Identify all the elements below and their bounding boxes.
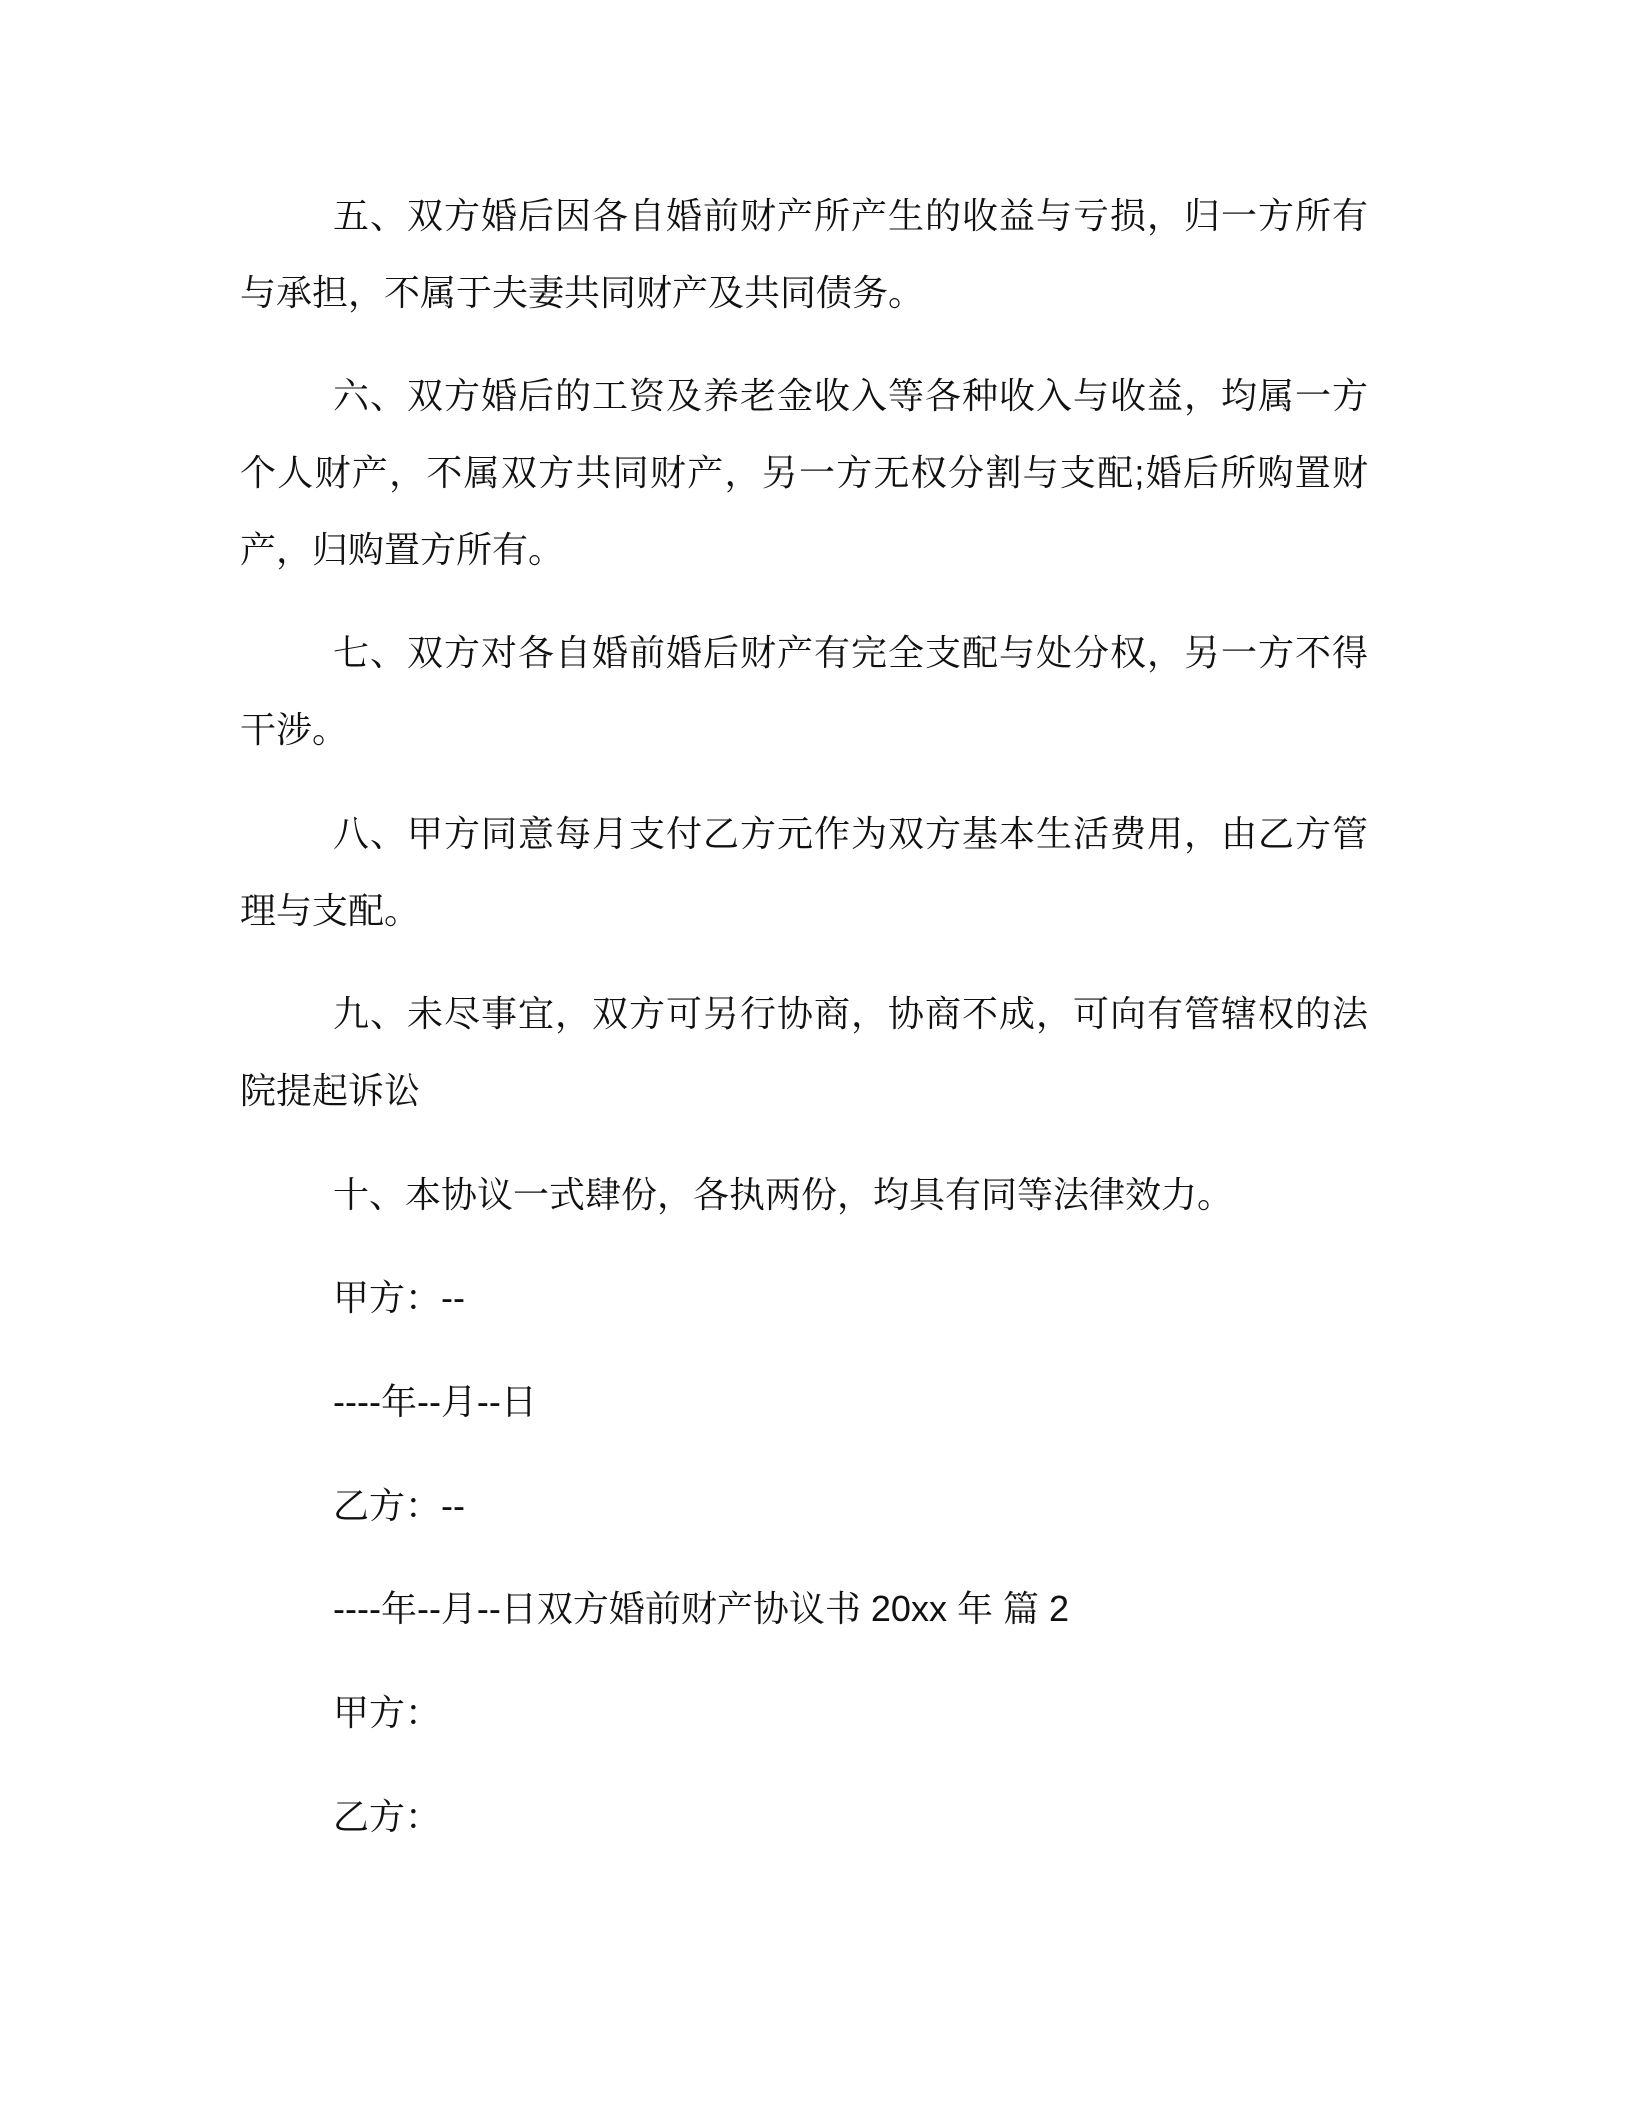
party-a-heading: [240, 1675, 1368, 1752]
clause-8-line-2: 理与支配。: [240, 889, 421, 931]
party-b-date-and-next-title: [240, 1571, 1368, 1648]
clause-6-line-2: 个人财产，不属双方共同财产，另一方无权分割与支配;婚后所购置财: [240, 452, 1368, 494]
clause-9-line-1: 九、未尽事宜，双方可另行协商，协商不成，可向有管辖权的法: [333, 993, 1368, 1035]
clause-7: [240, 615, 1368, 768]
clause-7-line-1: 七、双方对各自婚前婚后财产有完全支配与处分权，另一方不得: [333, 632, 1368, 674]
clause-9-line-2: 院提起诉讼: [240, 1069, 421, 1111]
clause-10-line-1: 十、本协议一式肆份，各执两份，均具有同等法律效力。: [333, 1173, 1234, 1215]
party-b-signature: [240, 1468, 1368, 1545]
party-b-date-text: ----年--月--日双方婚前财产协议书 20xx 年 篇 2: [333, 1588, 1069, 1630]
clause-9: [240, 976, 1368, 1129]
party-a-date: [240, 1364, 1368, 1441]
clause-10: [240, 1157, 1368, 1234]
clause-6-line-3: 产，归购置方所有。: [240, 528, 565, 570]
clause-7-line-2: 干涉。: [240, 709, 349, 751]
clause-5: [240, 178, 1368, 331]
clause-6: [240, 358, 1368, 588]
clause-5-line-1: 五、双方婚后因各自婚前财产所产生的收益与亏损，归一方所有: [333, 195, 1368, 236]
party-a-signature: [240, 1260, 1368, 1337]
party-a-label: 甲方：--: [333, 1277, 465, 1319]
clause-8: [240, 796, 1368, 949]
party-b-label: 乙方：--: [333, 1484, 465, 1526]
party-b-heading-text: 乙方：: [333, 1795, 442, 1837]
party-a-date-text: ----年--月--日: [333, 1380, 537, 1422]
party-b-heading: [240, 1779, 1368, 1856]
party-a-heading-text: 甲方：: [333, 1692, 442, 1733]
clause-8-line-1: 八、甲方同意每月支付乙方元作为双方基本生活费用，由乙方管: [333, 812, 1368, 854]
clause-5-line-2: 与承担，不属于夫妻共同财产及共同债务。: [240, 271, 925, 313]
clause-6-line-1: 六、双方婚后的工资及养老金收入等各种收入与收益，均属一方: [333, 375, 1368, 417]
